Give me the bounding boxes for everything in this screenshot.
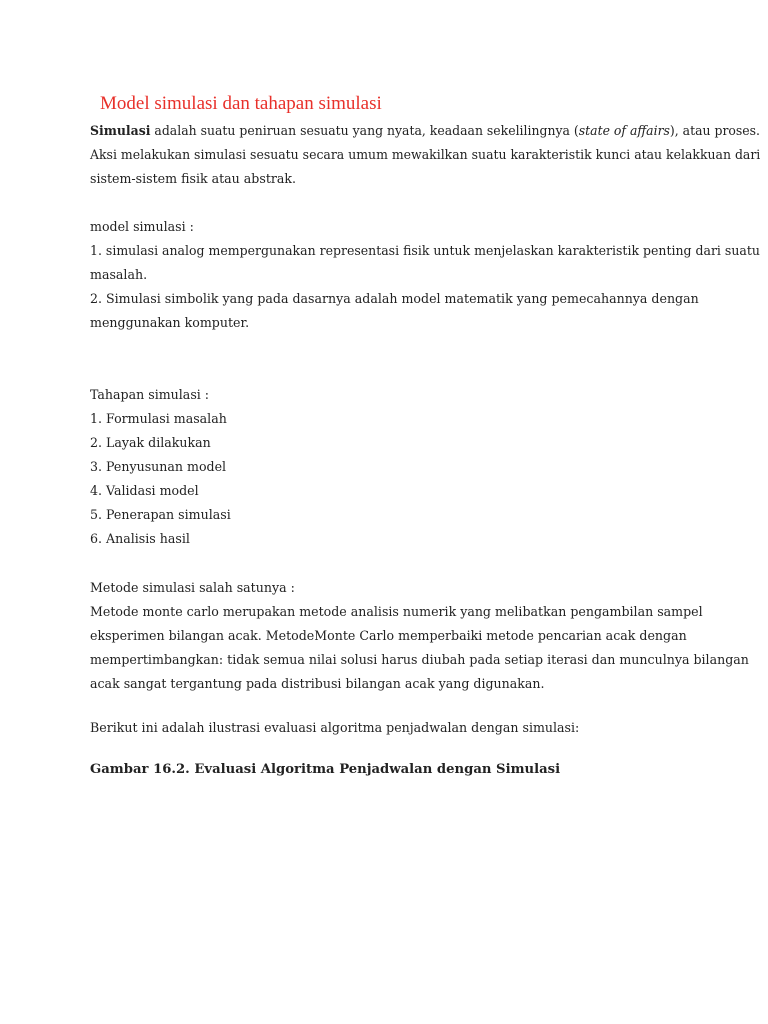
stages-item: 4. Validasi model: [90, 483, 199, 498]
method-line-4: acak sangat tergantung pada distribusi bilangan acak yang digunakan.: [90, 676, 545, 691]
stages-item: 6. Analisis hasil: [90, 531, 190, 546]
intro-line-3: sistem-sistem fisik atau abstrak.: [90, 171, 297, 186]
method-heading: Metode simulasi salah satunya :: [90, 580, 295, 595]
intro-line-2: Aksi melakukan simulasi sesuatu secara umum mewakilkan suatu karakteristik kunci atau kelakkuan dari: [90, 147, 761, 162]
intro-line-1-text-a: adalah suatu peniruan sesuatu yang nyata, keadaan sekelilingnya (: [150, 123, 579, 138]
illustration-intro: Berikut ini adalah ilustrasi evaluasi algoritma penjadwalan dengan simulasi:: [90, 720, 580, 735]
intro-line-1-text-b: ), atau proses.: [669, 123, 761, 138]
intro-line-1-italic: state of affairs: [578, 123, 670, 138]
models-heading: model simulasi :: [90, 219, 194, 234]
intro-term: Simulasi: [90, 123, 151, 138]
intro-line-1: [90, 123, 760, 139]
method-line-3: mempertimbangkan: tidak semua nilai solusi harus diubah pada setiap iterasi dan munculnya bilangan: [90, 652, 749, 667]
models-item-1-line-2: masalah.: [90, 267, 148, 282]
models-item-2-line-1: 2. Simulasi simbolik yang pada dasarnya adalah model matematik yang pemecahannya dengan: [90, 291, 699, 306]
stages-item: 1. Formulasi masalah: [90, 411, 227, 426]
models-item-1-line-1: 1. simulasi analog mempergunakan representasi fisik untuk menjelaskan karakteristik penting dari suatu: [90, 243, 760, 258]
stages-heading: Tahapan simulasi :: [90, 387, 210, 402]
stages-item: 5. Penerapan simulasi: [90, 507, 231, 522]
method-line-2: eksperimen bilangan acak. MetodeMonte Carlo memperbaiki metode pencarian acak dengan: [90, 628, 687, 643]
stages-item: 2. Layak dilakukan: [90, 435, 211, 450]
page-title: Model simulasi dan tahapan simulasi: [100, 93, 382, 114]
models-item-2-line-2: menggunakan komputer.: [90, 315, 250, 330]
stages-item: 3. Penyusunan model: [90, 459, 227, 474]
figure-caption: Gambar 16.2. Evaluasi Algoritma Penjadwalan dengan Simulasi: [90, 762, 561, 777]
method-line-1: Metode monte carlo merupakan metode analisis numerik yang melibatkan pengambilan sampel: [90, 604, 703, 619]
